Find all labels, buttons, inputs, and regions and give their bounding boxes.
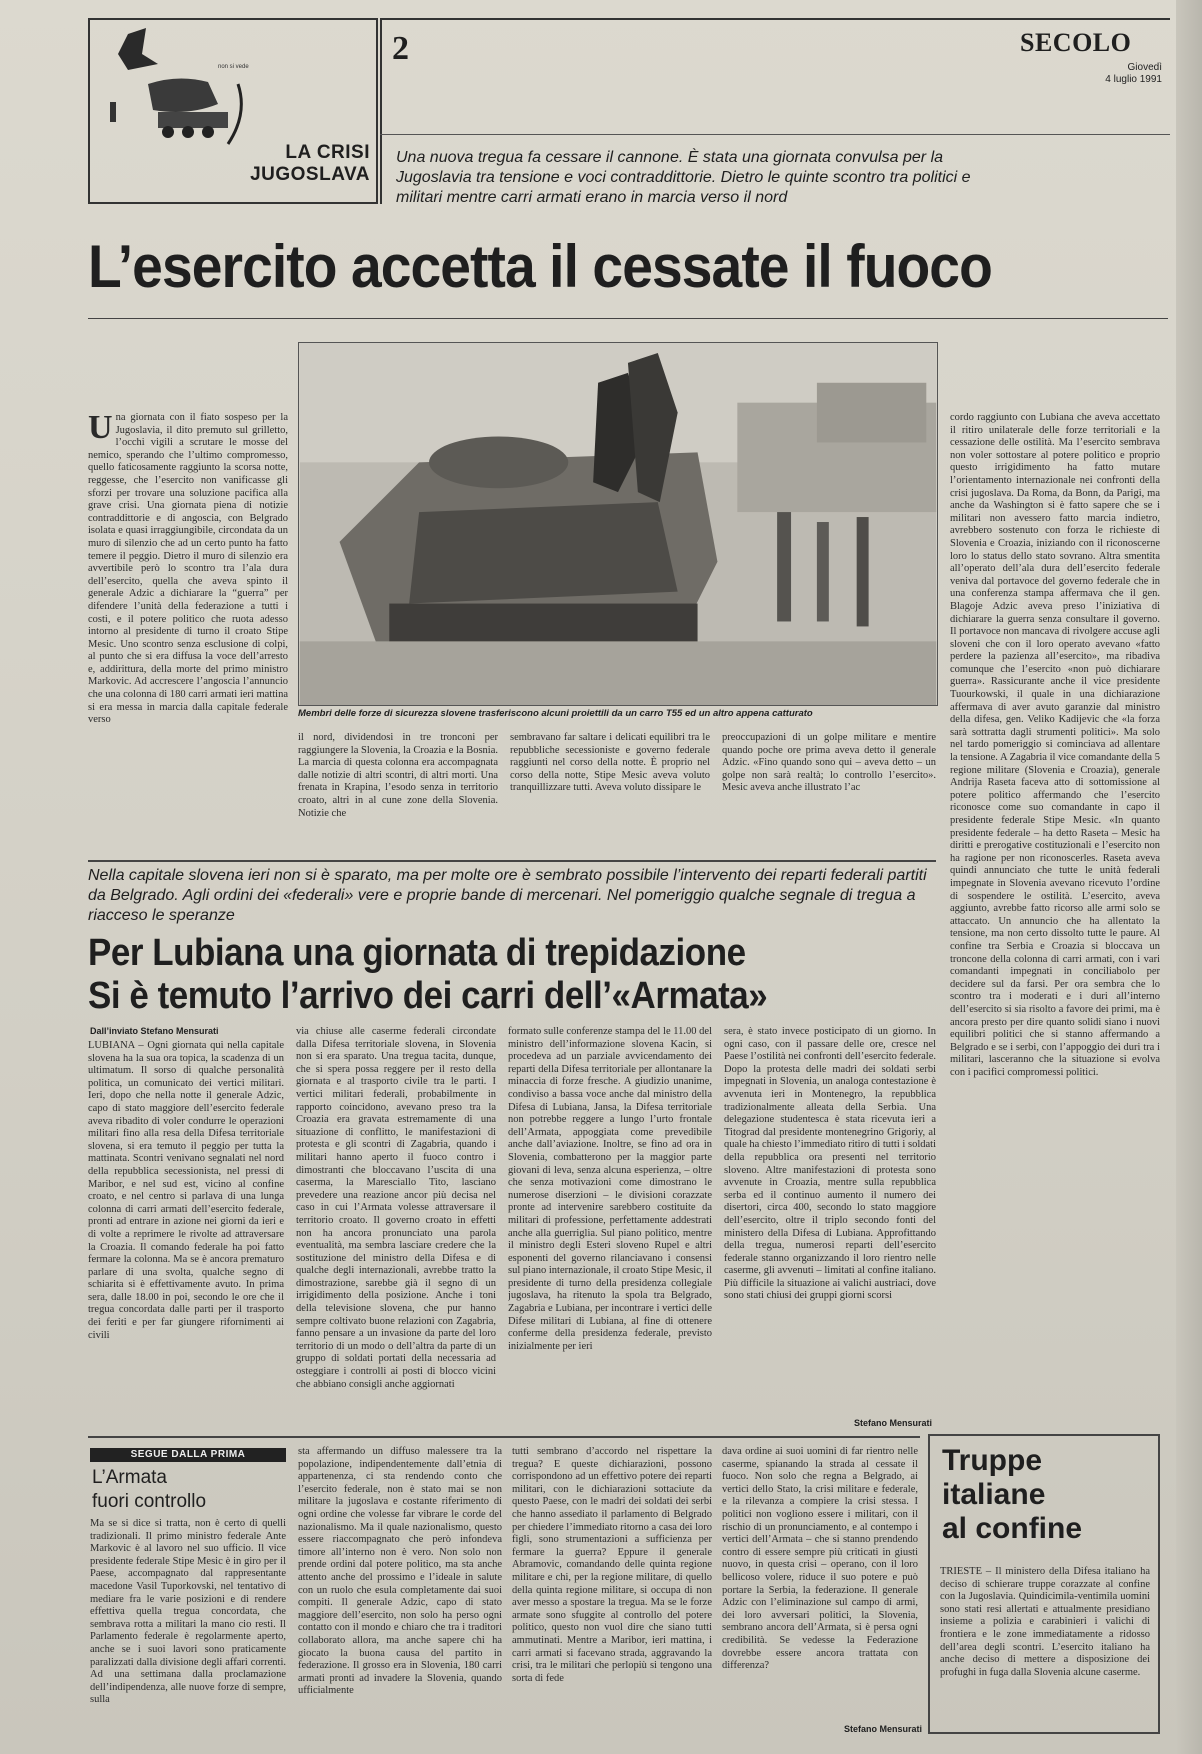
story1-column-3: sembravano far saltare i delicati equilibri tra le repubbliche secessioniste e governo federale raggiunti nel corso della notte. È proprio nel corso della notte, Stipe Mesic aveva voluto tranquillizzare tutti. Aveva voluto dissipare le xyxy=(510,732,710,794)
segue-headline-line2: fuori controllo xyxy=(92,1491,207,1512)
story2-signature: Stefano Mensurati xyxy=(853,1418,932,1428)
story2-byline: Dall’inviato Stefano Mensurati xyxy=(90,1026,219,1036)
segue-column-4: dava ordine ai suoi uomini di far rientro nelle caserme, spianando la strada al cessate il fuoco. Non solo che regna a Belgrado, ai vertici dello Stato, la crisi militare e federale, e la rilevanza a compiere la crisi stessa. I politici non vogliono essere i militari, con il rischio di un pronunciamento, e al contempo i vertici dell’Armata – che si stanno prendendo contro di essere sempre più criticati in giusti nuovo, in questa crisi – operano, con il loro bellicoso volere, riduce il suo potere e può portare la Serbia, la federazione. Il generale Adzic con l’eliminazione sul campo di armi, dei loro avversari politici, la Slovenia, sembrano ancora dell’Armata, si è persa ogni credibilità. Se vedesse la Federazione dovrebbe essere ancora trattata con differenza? xyxy=(722,1446,918,1672)
dropcap: U xyxy=(88,412,113,446)
section-title xyxy=(240,142,370,186)
story1-column-4: preoccupazioni di un golpe militare e mentire quando poche ore prima aveva detto il generale Adzic. «Fino quando sono qui – aveva detto – un golpe non sarà realtà; lo controllo l’esercito». Mesic aveva anche illustrato l’ac xyxy=(722,732,936,794)
bottom-divider xyxy=(88,1436,920,1438)
photo-caption: Membri delle forze di sicurezza slovene trasferiscono alcuni proiettili da un carro T55 ed un altro appena catturato xyxy=(298,708,813,719)
story2-column-1: LUBIANA – Ogni giornata qui nella capitale slovena ha la sua ora topica, la scadenza di un ultimatum. Il sorso di qualche personalità politica, un comunicato dei vertici militari. Ieri, dopo che nella notte il generale Adzic, capo di stato maggiore dell’esercito federale aveva ribadito di voler condurre le operazioni militari fino alla resa della Difesa territoriale slovena, si era temuto il peggio per tutta la mattinata. Scontri venivano segnalati nel nord della repubblica secessionista, nel pressi di Maribor, e nel sud est, vicino al confine croato, e nel centro si parlava di una lunga colonna di carri armati dell’esercito federale, pronti ad entrare in azione nei giorni da ieri e di volte a reprimere le rivolte ad attraversare la Croazia. Il comando federale ha poi fatto fermare la colonna. Ma se è ancora prematuro parlare di una svolta, qualche segno di schiarita si è effettivamente avuto. In prima sera, dalle 18.00 in poi, secondo le ore che il tregua concordata dalle parti per il trasporto dei feriti e per far giungere rifornimenti ai civili xyxy=(88,1040,284,1341)
truppe-headline xyxy=(942,1444,1152,1546)
story2-column-4: sera, è stato invece posticipato di un giorno. In ogni caso, con il passare delle ore, cresce nel Paese l’ostilità nei confronti dell’esercito federale. Dopo la protesta delle madri dei soldati serbi impegnati in Slovenia, un analoga contestazione è avvenuta ieri in Montenegro, la repubblica tradizionalmente alleata della Serbia. Una delegazione studentesca è stata ricevuta ieri a Titograd dal presidente montenegrino Grigoriy, al quale ha chiesto l’immediato ritiro di tutti i soldati della repubblica ora presenti nel territorio sloveno. Altre manifestazioni di protesta sono avvenute in Croazia, mentre sulla repubblica serba ed il continuo aumento il numero dei disertori, circa 400, secondo lo stato maggiore dell’esercito, oltre il triplo secondo fonti del ministero della Difesa di Lubiana. Approfittando della tregua, numerosi reparti dell’esercito federale stanno organizzando il loro rientro nelle caserme, gli avvenuti – limitati al confine italiano. Più difficile la situazione ai valichi austriaci, dove sono stati chiusi dei gruppi giorni scorsi xyxy=(724,1026,936,1302)
segue-column-3: tutti sembrano d’accordo nel rispettare la tregua? E queste dichiarazioni, possono corrispondono ad un effettivo potere dei reparti militari, con le dichiarazioni sottaciute da questo Paese, con le madri dei soldati dei serbi che hanno assediato il parlamento di Belgrado per chiedere l’immediato ritorno a casa dei loro figli, sono strumentazioni a sufficienza per fermare la guerra? Eppure il generale Abramovic, comandando delle quinta regione militare e chi, per la regione militare, di quello della quinta regione militare, si occupa di non aver messo a spostare la tregua. Ma se le forze armate sono sfuggite al controllo del potere politico, questo non vuol dire che siano tutti ammutinati. Mentre a Maribor, ieri mattina, i carri armati si facevano strada, aggravando la crisi, tra le militari che perlopiù si tengono una sorta di fede xyxy=(512,1446,712,1684)
segue-column-2: sta affermando un diffuso malessere tra la popolazione, indipendentemente dall’etnia di appartenenza, ci sta rendendo conto che l’esercito federale, non è stato mai se non militare la jugoslava e costante riferimento di ogni ordine che volesse far vibrare le corde del nazionalismo. Ma il quale nazionalismo, questo essere riaccompagnato che però infondeva timore all’interno non è vero. Non solo non prende ordini dal potere politico, ma sta anche attento anche del prossimo e l’ideale in salute con un ruolo che esula completamente dai suoi compiti. Il generale Adzic, capo di stato maggiore dell’esercito, non solo ha perso ogni contatto con il mondo e chiaro che tra i traditori collaborato allora, ma anche sapere chi ha giocato la buona causa del partito in federazione. Il grosso era in Slovenia, 180 carri armati pronti ad invadere la Slovenia, quando ufficialmente xyxy=(298,1446,502,1697)
story2-headline-line1: Per Lubiana una giornata di trepidazione xyxy=(88,932,746,974)
segue-headline xyxy=(92,1466,292,1514)
header-rule-top xyxy=(380,18,1170,20)
truppe-body: TRIESTE – Il ministero della Difesa italiano ha deciso di schierare truppe corazzate al confine con la Jugoslavia. Quindicimila-ventimila uomini sono stati resi allertati e attualmente presidiano insieme a polizia e carabinieri i valichi di frontiera e le zone immediatamente a ridosso dell’area degli scontri. L’esercito italiano ha anche deciso di mettere a disposizione dei profughi in fuga dalla Slovenia alcune caserme. xyxy=(940,1566,1150,1678)
story1-headline: L’esercito accetta il cessate il fuoco xyxy=(88,233,992,300)
story-divider xyxy=(88,860,936,862)
story2-headline-line2: Si è temuto l’arrivo dei carri dell’«Armata» xyxy=(88,975,768,1017)
logo-small-text: non si vede xyxy=(218,64,249,70)
tank-photo xyxy=(298,342,938,706)
segue-banner: SEGUE DALLA PRIMA xyxy=(90,1448,286,1462)
story1-kicker: Una nuova tregua fa cessare il cannone. È stata una giornata convulsa per la Jugoslavia tra tensione e voci contraddittorie. Dietro le quinte scontro tra politici e militari mentre carri armati erano in marcia verso il nord xyxy=(396,149,971,206)
crisis-logo-graphic xyxy=(98,24,268,154)
date-full: 4 luglio 1991 xyxy=(1105,74,1162,85)
section-title-line2: JUGOSLAVA xyxy=(250,164,370,185)
page-edge-shadow xyxy=(1176,0,1202,1754)
headline-rule xyxy=(88,318,1168,319)
story2-column-2: via chiuse alle caserme federali circondate dalla Difesa territoriale slovena, in Slovenia non si era sparato. Una tregua tacita, dunque, che si spera possa reggere per il resto della giornata e al trasporto civile tra le parti. I vertici militari federali, probabilmente in rapporto coincidono, avevano preso tra la Croazia era gravata estremamente di una situazione di conflitto, le manifestazioni di protesta e gli scontri di Zagabria, quando i militari hanno aperto il fuoco contro i dimostranti che bloccavano l’uscita di una caserma, la Maresciallo Tito, lasciano prevedere una reazione ancor più decisa nel caso in cui l’Armata volesse attraversare il territorio croato. Il governo croato in effetti non ha ancora pronunciato una parola eventualità, ma sembra lasciare credere che la sostituzione del ministro della Difesa e di qualche degli internazionali, avrebbe tratto la dimostrazione, sarebbe già il segno di un irrigidimento della posizione. Anche i toni della televisione slovena, che pur hanno sempre coltivato buone relazioni con Zagabria, fanno pensare a un invasione da parte del loro territorio di un modo o dell’altra da parte di un gruppo di soldati portati della necessaria ad osteggiare i controlli ai posti di blocco vicini che abbiano consigli anche aggiornati xyxy=(296,1026,496,1390)
story1-column-5: cordo raggiunto con Lubiana che aveva accettato il ritiro unilaterale delle forze territoriali e la cessazione delle ostilità. Ma l’esercito sembrava non voler sottostare al potere politico e proprio questo irrigidimento ha fatto mutare l’orientamento internazionale nei confronti della crisi jugoslava. Da Roma, da Bonn, da Parigi, ma anche da Washington si è fatto sapere che se i militari non avessero fatto marcia indietro, avrebbero sostenuto con forza le richieste di Slovenia e Croazia, iniziando con il riconoscerne loro lo status dello stato sovrano. Altra smentita all’operato dell’ala dura dell’esercito federale veniva dal portavoce del governo federale che in una conferenza stampa affermava che il gen. Blagoje Adzic aveva preso l’iniziativa di dichiarare la guerra senza consultare il governo. Il portavoce non mancava di rivolgere accuse agli sloveni che con il loro operato avevano «fatto perdere la pazienza all’esercito», ma ribadiva comunque che l’esercito «non può dichiarare guerra». Rassicurante anche il vice presidente Tuourkowski, il quale in una dichiarazione affermava di aver avuto garanzie dal ministro della difesa, gen. Veliko Kadijevic che «la forza sarà sottratta dagli strumenti politici». Ma solo nel tardo pomeriggio si cominciava ad allentare la tensione. A Zagabria il vice comandante della 5 regione militare (Slovenia e Croazia), generale Andrija Raseta faceva atto di sottomissione al potere politico affermando che l’esercito riconosce come suo comandante in capo il presidente federale Stipe Mesic. «In quanto presidente federale – ha detto Raseta – Mesic ha diritti e prerogative costituzionali e l’esercito non ha ragione per non riconoscerles. Raseta aveva quindi annunciato che tutte le unità federali impegnate in Slovenia avevano ricevuto l’ordine di sospendere le ostilità. L’esercito, aveva aggiunto, avrebbe fatto ricorso alle armi solo se attaccato. Un annuncio che ha allentato la tensione, ma non certo dissolto tutte le paure. Al confine tra Serbia e Croazia si bloccava un troncone della colonna di carri armati, con i vari comandanti impegnati in conciliabolo per decidere sul da farsi. Per ora sembra che lo scontro tra i moderati e i duri all’interno dell’esercito si sia risolto a favore dei primi, ma è ancora presto per dire quanto solidi siano i nuovi equilibri politici che si stanno affermando a Belgrado e se i serbi, con l’appoggio dei duri tra i militari, lasceranno che la situazione si evolva con i pacifici compromessi politici. xyxy=(950,412,1160,1078)
segue-column-1: Ma se si dice si tratta, non è certo di quelli tradizionali. Il primo ministro federale Ante Markovic è al lavoro nel suo ufficio. Il vice presidente federale Stipe Mesic è in giro per il Paese, accompagnato dal rappresentante macedone Vasil Tuporkovski, nel tentativo di mediare fra le varie posizioni e di rendere effettiva quella tregua concordata, che sembrava rotta a militari la mano cio resti. Il Parlamento federale è regolarmente aperto, anche se i suoi lavori sono praticamente paralizzati dalla divisione degli affari correnti. Ad una settimana dalla proclamazione dell’indipendenza, alle nuove forze di sempre, sulla xyxy=(90,1518,286,1706)
truppe-headline-line3: al confine xyxy=(942,1512,1083,1545)
story1-column-1 xyxy=(88,412,288,864)
story2-kicker: Nella capitale slovena ieri non si è sparato, ma per molte ore è sembrato possibile l’intervento dei reparti federali partiti da Belgrado. Agli ordini dei «federali» vere e proprie bande di mercenari. Nel pomeriggio qualche segnale di tregua a riacceso le speranze xyxy=(88,867,927,924)
header-rule-mid xyxy=(380,134,1170,135)
page-number: 2 xyxy=(392,30,409,67)
segue-signature: Stefano Mensurati xyxy=(843,1724,922,1734)
segue-headline-line1: L’Armata xyxy=(92,1467,167,1488)
story1-col1-text: na giornata con il fiato sospeso per la Jugoslavia, il dito premuto sul grilletto, l’occhi vigili a scrutare le mosse del nemico, sperando che l’ultimo compromesso, quello faticosamente raggiunto la scorsa notte, reggesse, che l’esercito non vanificasse gli sforzi per trovare una soluzione pacifica alla grave crisi. Una giornata piena di notizie contraddittorie e di angoscia, con Belgrado isolata e quasi irraggiungibile, circondata da un muro di silenzio che ad un certo punto ha fatto temere il peggio. Dietro il muro di silenzio era avvertibile però lo scontro tra l’ala dura dell’esercito, quella che aveva spinto il generale Adzic a dichiarare la “guerra” per difendere l’unità della federazione a tutti i costi, e il potere politico che ruota adesso intorno al presidente di turno il croato Stipe Mesic. Uno scontro senza esclusione di colpi, al punto che si era diffusa la voce dell’arresto e, addirittura, della morte del primo ministro Markovic. Ad accrescere l’angoscia l’annuncio che una colonna di 180 carri armati ieri mattina si era messa in marcia dalla capitale federale verso xyxy=(88,412,288,726)
section-title-line1: LA CRISI xyxy=(285,142,370,163)
story2-column-3: formato sulle conferenze stampa del le 11.00 del ministro dell’informazione slovena Kacin, si procedeva ad un parziale avvicendamento dei reparti della Difesa territoriale per allontanare la minaccia di forze fresche. A giudizio unanime, condiviso a bassa voce anche dal ministro della Difesa di Lubiana, Jansa, la Difesa territoriale non potrebbe reggere a lungo l’urto frontale dell’Armata, appoggiata come prevedibile anche dall’aviazione. Inoltre, se fino ad ora in Slovenia, combatterono per la maggior parte giovani di leva, senza alcuna esperienza, – oltre che senza motivazioni come dimostrano le numerose diserzioni – le divisioni corazzate pronte ad intervenire sarebbero costituite da militari di professione, perfettamente addestrati anche alla guerriglia. Sul piano politico, mentre il ministro degli Esteri sloveno Rupel e altri esponenti del governo rilanciavano i consensi sul piano internazionale, il croato Stipe Mesic, il presidente di turno della presidenza collegiale jugoslava, ha ritenuto la spola tra Belgrado, Zagabria e Lubiana, per incontrare i vertici delle Difese militari di Lubiana, al fine di ottenere conferme della presidenza federale, previsto inizialmente per ieri xyxy=(508,1026,712,1352)
masthead-date xyxy=(1040,62,1162,86)
story1-column-2: il nord, dividendosi in tre tronconi per raggiungere la Slovenia, la Croazia e la Bosnia. La marcia di questa colonna era accompagnata dalle notizie di altri scontri, di altri morti. Una frenata in Krapina, l’esodo senza in territorio croato, altri in al cune zone della Slovenia. Notizie che xyxy=(298,732,498,819)
truppe-headline-line1: Truppe xyxy=(942,1444,1043,1477)
story2-headline xyxy=(88,932,879,1018)
truppe-headline-line2: italiane xyxy=(942,1478,1046,1511)
header-divider-vertical xyxy=(380,18,382,204)
masthead: SECOLO xyxy=(1020,28,1132,57)
date-weekday: Giovedì xyxy=(1127,62,1162,73)
